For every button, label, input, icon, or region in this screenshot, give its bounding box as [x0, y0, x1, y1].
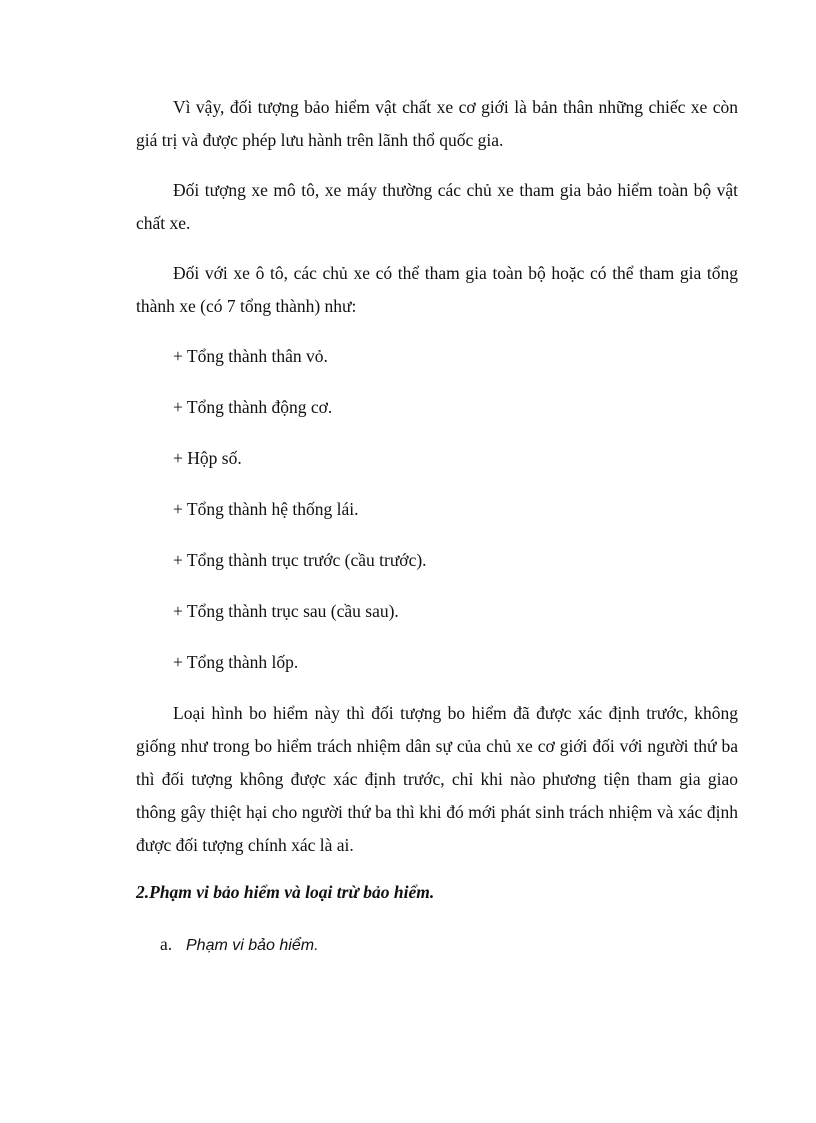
list-item-tires: + Tổng thành lốp.: [173, 652, 299, 672]
list-item-front-axle: + Tổng thành trục trước (cầu trước).: [173, 550, 427, 570]
list-item-engine: + Tổng thành động cơ.: [173, 397, 333, 417]
sub-item-text: Phạm vi bảo hiểm.: [186, 937, 319, 954]
paragraph-insurance-type: Loại hình bo hiểm này thì đối tượng bo hiểm đã được xác định trước, không giống như trong bo hiểm trách nhiệm dân sự của chủ xe cơ giới đối với người thứ ba thì đối tượng không được xác định trước, chỉ khi nào phương tiện tham gia giao thông gây thiệt hại cho người thứ ba thì khi đó mới phát sinh trách nhiệm và xác định được đối tượng chính xác là ai.: [136, 703, 738, 855]
sub-item-marker: a.: [160, 934, 173, 954]
list-item-gearbox: + Hộp số.: [173, 448, 242, 468]
list-item-rear-axle: + Tổng thành trục sau (cầu sau).: [173, 601, 399, 621]
paragraph-insurance-object: Vì vậy, đối tượng bảo hiểm vật chất xe cơ giới là bản thân những chiếc xe còn giá trị và được phép lưu hành trên lãnh thổ quốc gia.: [136, 97, 738, 150]
paragraph-car-components: Đối với xe ô tô, các chủ xe có thể tham gia toàn bộ hoặc có thể tham gia tổng thành xe (có 7 tổng thành) như:: [136, 263, 738, 316]
sub-item-scope: [160, 932, 319, 958]
list-item-body: + Tổng thành thân vỏ.: [173, 346, 328, 366]
list-item-steering: + Tổng thành hệ thống lái.: [173, 499, 359, 519]
paragraph-motorbike: Đối tượng xe mô tô, xe máy thường các chủ xe tham gia bảo hiểm toàn bộ vật chất xe.: [136, 180, 738, 233]
section-heading: 2.Phạm vi bảo hiểm và loại trừ bảo hiểm.: [136, 882, 435, 902]
